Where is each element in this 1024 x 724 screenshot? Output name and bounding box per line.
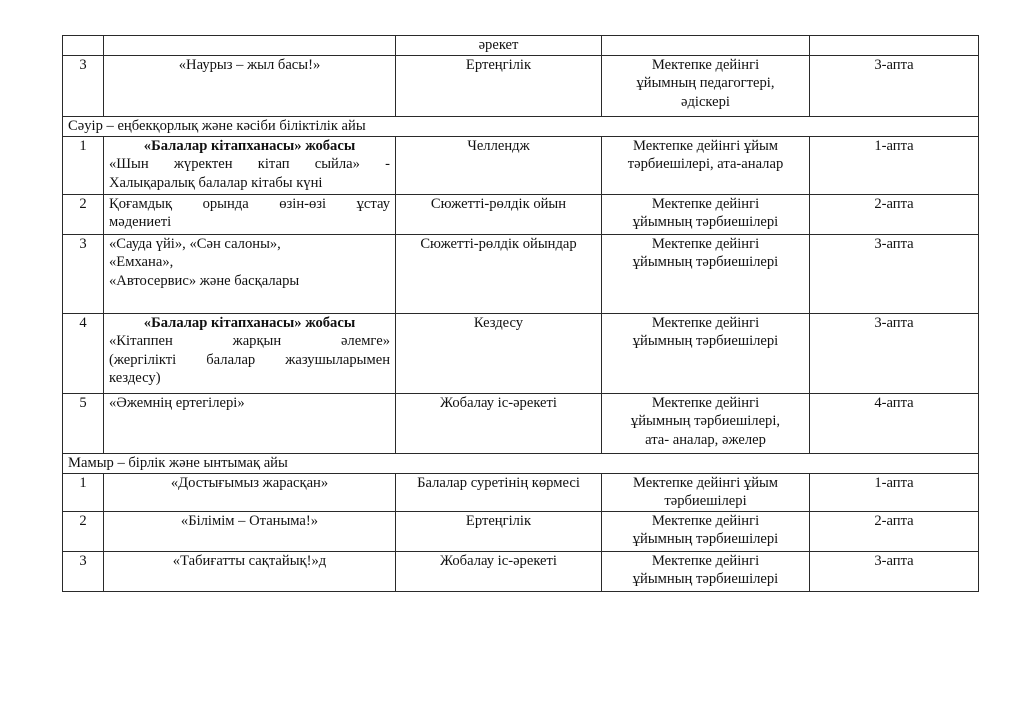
event-name-line: «Балалар кітапханасы» жобасы [143,314,356,331]
event-name-cell [104,313,396,393]
event-form-cell: Ертеңгілік [396,55,602,116]
responsible-line: Мектепке дейінгі [651,394,760,411]
month-header-row [63,453,979,473]
responsible-line: Мектепке дейінгі ұйым [632,137,779,154]
event-name-line: «Табиғатты сақтайық!»д [172,552,327,569]
timing-cell: 3-апта [810,551,979,591]
month-header-row [63,116,979,136]
event-form-cell: Сюжетті-рөлдік ойын [396,194,602,234]
event-name-cell [104,55,396,116]
row-number: 1 [63,136,104,194]
event-form-cell: Челлендж [396,136,602,194]
responsible-cell [602,511,810,551]
event-form-cell: әрекет [396,36,602,56]
event-name-line: «Шын жүректен кітап сыйла» - [109,156,390,172]
event-form-cell: Жобалау іс-әрекеті [396,551,602,591]
responsible-line: ұйымның тәрбиешілері [632,531,779,547]
responsible-cell [602,473,810,511]
responsible-line: ұйымның тәрбиешілері [632,254,779,270]
event-row [63,551,979,591]
event-name-cell [104,511,396,551]
event-name-line: «Әжемнің ертегілері» [109,394,245,411]
responsible-line: Мектепке дейінгі [651,195,760,212]
event-row [63,55,979,116]
event-name-line: «Автосервис» және басқалары [109,272,300,289]
row-number: 3 [63,55,104,116]
timing-cell: 3-апта [810,55,979,116]
responsible-cell [602,313,810,393]
row-number: 1 [63,473,104,511]
event-name-cell [104,393,396,453]
event-row [63,511,979,551]
timing-cell: 4-апта [810,393,979,453]
event-name-cell [104,551,396,591]
event-name-line: «Білімім – Отаныма!» [180,512,319,529]
responsible-cell [602,36,810,56]
responsible-line: ұйымның тәрбиешілері [632,333,779,349]
responsible-cell [602,393,810,453]
responsible-line: ұйымның тәрбиешілері [632,571,779,587]
month-title: Мамыр – бірлік және ынтымақ айы [63,453,979,473]
event-name-line: «Достығымыз жарасқан» [170,474,329,491]
event-row [63,136,979,194]
event-form-cell: Жобалау іс-әрекеті [396,393,602,453]
responsible-line: Мектепке дейінгі [651,235,760,252]
responsible-line: Мектепке дейінгі [651,314,760,331]
event-name-cell [104,234,396,313]
event-name-line: «Сауда үйі», «Сән салоны», [109,235,281,252]
event-name-line: Халықаралық балалар кітабы күні [109,174,323,191]
responsible-line: Мектепке дейінгі [651,552,760,569]
event-row [63,313,979,393]
timing-cell: 1-апта [810,136,979,194]
event-name-line: «Емхана», [109,254,174,270]
responsible-cell [602,551,810,591]
event-name-line: мәдениеті [109,214,172,230]
responsible-line: тәрбиешілері, ата-аналар [627,156,784,172]
row-number: 4 [63,313,104,393]
month-title: Сәуір – еңбекқорлық және кәсіби біліктілік айы [63,116,979,136]
row-number: 5 [63,393,104,453]
event-form-cell: Ертеңгілік [396,511,602,551]
event-name-cell [104,194,396,234]
row-number [63,36,104,56]
timing-cell [810,36,979,56]
event-name-line: (жергілікті балалар жазушыларымен [109,351,390,368]
event-name-cell [104,36,396,56]
event-plan-body [63,36,979,592]
responsible-cell [602,234,810,313]
responsible-line: ата- аналар, әжелер [645,431,766,448]
responsible-line: тәрбиешілері [664,493,747,509]
event-form-cell: Балалар суретінің көрмесі [396,473,602,511]
event-name-line: «Балалар кітапханасы» жобасы [143,137,356,154]
responsible-cell [602,194,810,234]
responsible-cell [602,136,810,194]
event-form-cell: Сюжетті-рөлдік ойындар [396,234,602,313]
responsible-line: Мектепке дейінгі ұйым [632,474,779,491]
event-name-cell [104,136,396,194]
continued-row [63,36,979,56]
responsible-line: ұйымның тәрбиешілері, [630,413,781,429]
timing-cell: 2-апта [810,511,979,551]
event-plan-table [62,35,979,592]
timing-cell: 1-апта [810,473,979,511]
responsible-line: ұйымның педагогтері, [636,75,775,91]
row-number: 3 [63,234,104,313]
event-name-line: «Кітаппен жарқын әлемге» [109,333,390,349]
timing-cell: 2-апта [810,194,979,234]
row-number: 3 [63,551,104,591]
row-number: 2 [63,194,104,234]
event-row [63,194,979,234]
responsible-line: әдіскері [681,93,730,110]
event-form-cell: Кездесу [396,313,602,393]
event-name-line: Қоғамдық орында өзін-өзі ұстау [109,195,390,212]
row-number: 2 [63,511,104,551]
event-row [63,234,979,313]
event-name-line: кездесу) [109,370,161,386]
event-row [63,393,979,453]
event-name-cell [104,473,396,511]
responsible-line: ұйымның тәрбиешілері [632,214,779,230]
responsible-line: Мектепке дейінгі [651,56,760,73]
timing-cell: 3-апта [810,234,979,313]
timing-cell: 3-апта [810,313,979,393]
responsible-line: Мектепке дейінгі [651,512,760,529]
responsible-cell [602,55,810,116]
event-row [63,473,979,511]
event-name-line: «Наурыз – жыл басы!» [178,56,321,73]
